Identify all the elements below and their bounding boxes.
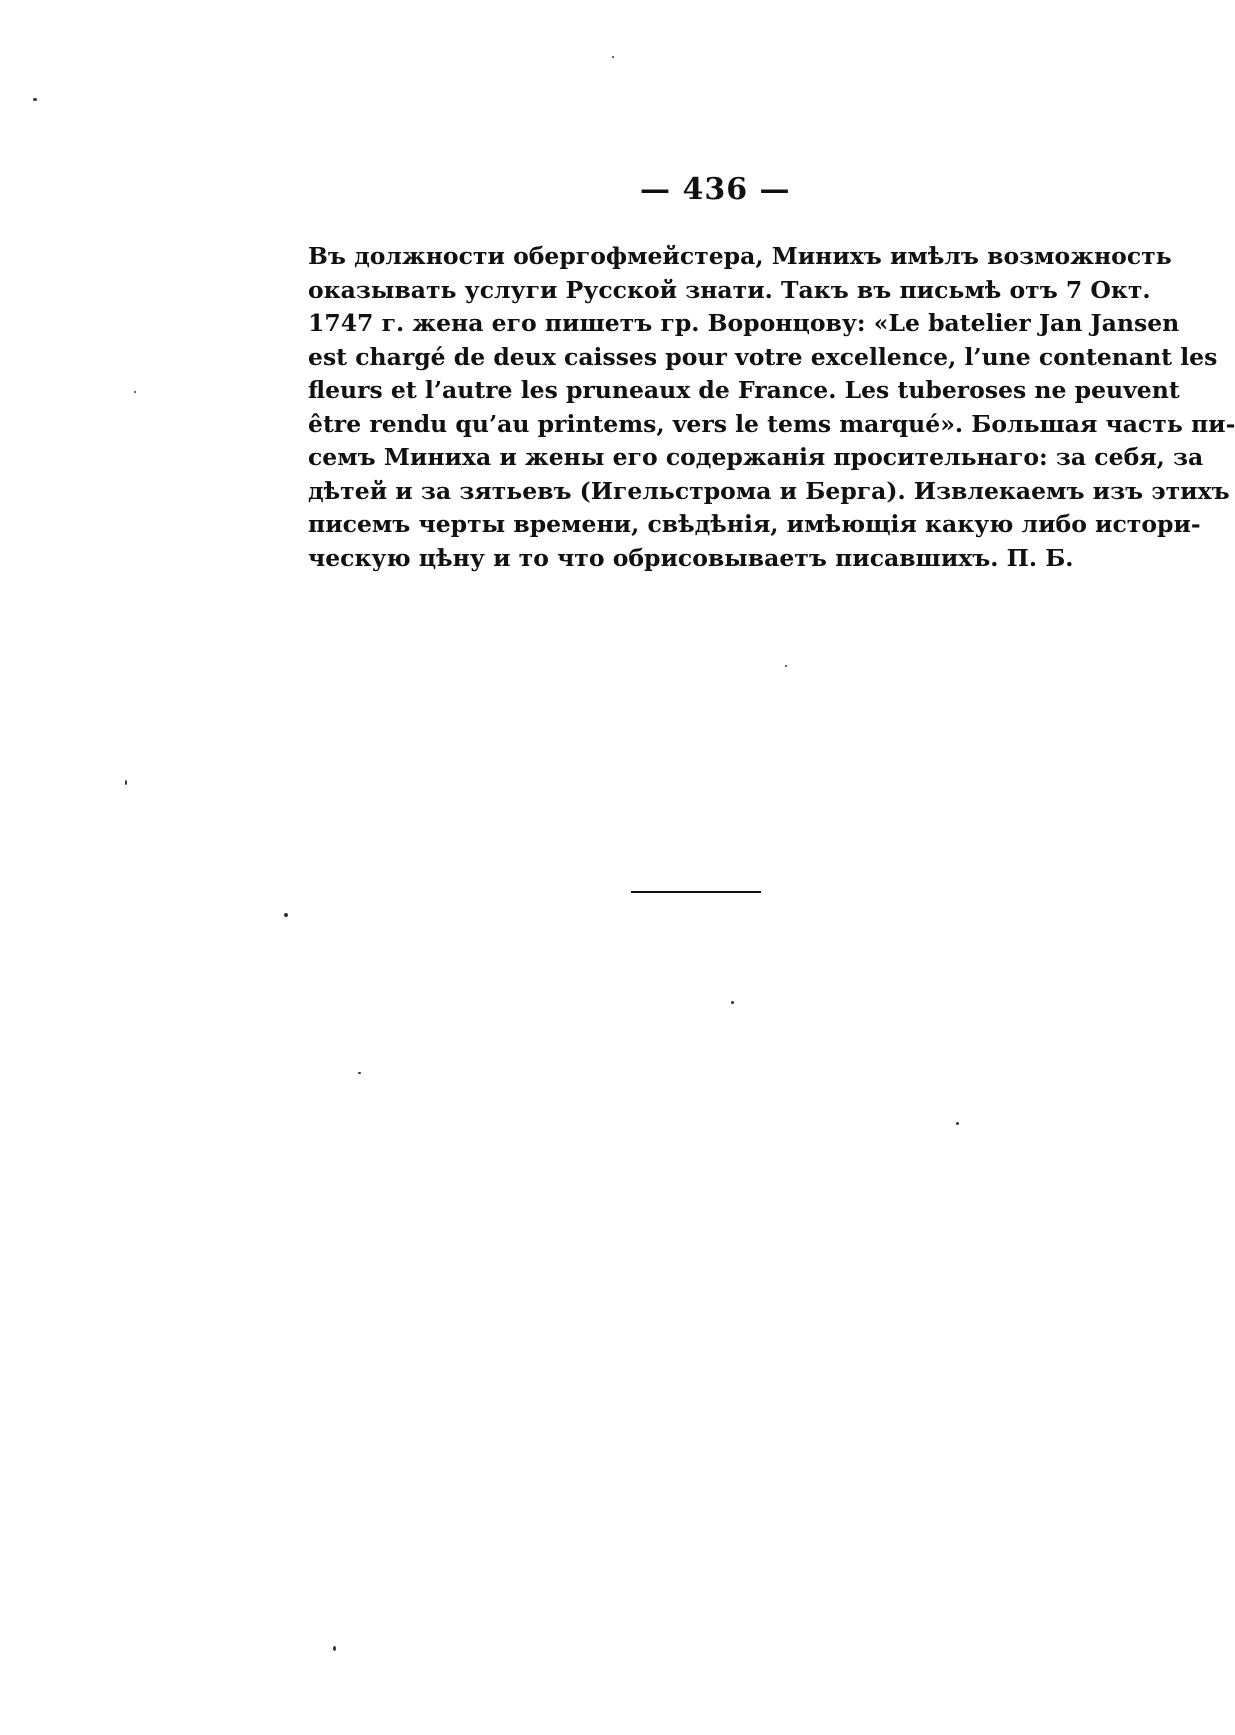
text-line: оказывать услуги Русской знати. Такъ въ письмѣ отъ 7 Окт. xyxy=(308,275,1151,304)
text-line: 1747 г. жена его пишетъ гр. Воронцову: «Le batelier Jan Jansen xyxy=(308,309,1180,337)
scan-speck xyxy=(731,1001,734,1004)
scan-speck xyxy=(956,1122,959,1125)
scan-speck xyxy=(333,1646,336,1651)
text-line: Въ должности обергофмейстера, Минихъ имѣлъ возможность xyxy=(308,242,1172,270)
section-divider xyxy=(631,891,761,893)
scan-speck xyxy=(33,98,37,101)
text-line: дѣтей и за зятьевъ (Игельстрома и Берга). Извлекаемъ изъ этихъ xyxy=(308,476,1230,505)
text-line: est chargé de deux caisses pour votre excellence, l’une contenant les xyxy=(308,342,1218,371)
scan-speck xyxy=(358,1072,361,1074)
scan-speck xyxy=(785,665,787,667)
body-paragraph xyxy=(308,240,1235,575)
scan-speck xyxy=(612,56,614,58)
text-line: семъ Миниха и жены его содержанія просительнаго: за себя, за xyxy=(308,443,1204,471)
text-line: ческую цѣну и то что обрисовываетъ писавшихъ. П. Б. xyxy=(308,543,1074,572)
text-line: fleurs et l’autre les pruneaux de France. Les tuberoses ne peuvent xyxy=(308,376,1180,404)
scan-speck xyxy=(134,391,136,393)
page-number: — 436 — xyxy=(640,172,791,207)
scan-speck xyxy=(284,913,288,917)
text-line: писемъ черты времени, свѣдѣнія, имѣющія какую либо истори- xyxy=(308,510,1201,538)
text-line: être rendu qu’au printems, vers le tems marqué». Большая часть пи- xyxy=(308,409,1235,438)
scan-speck xyxy=(125,780,127,785)
